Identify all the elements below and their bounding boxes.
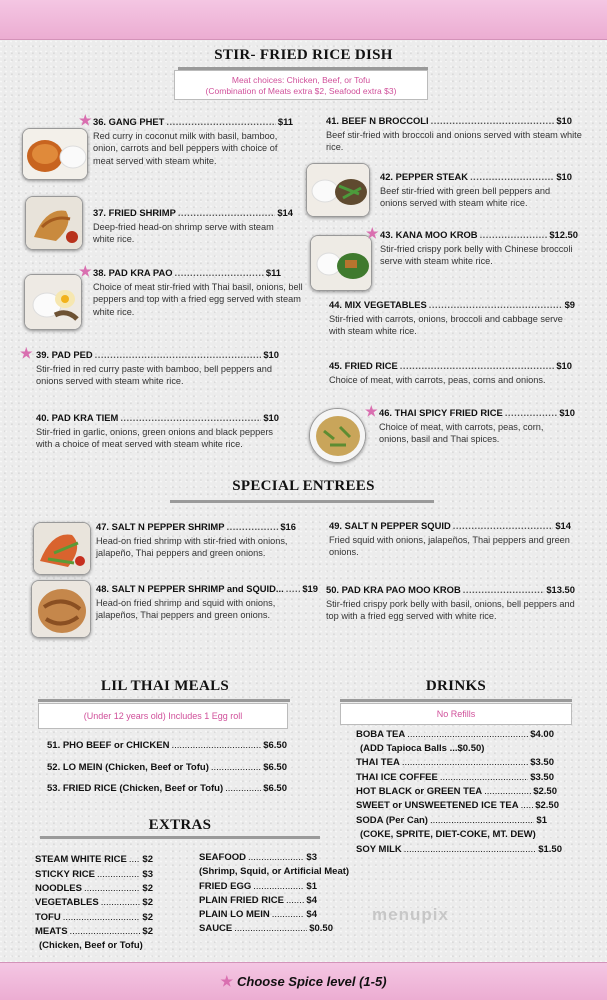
food-photo-shrimp-and-squid: [31, 580, 91, 638]
item-name: 40. PAD KRA TIEM: [36, 412, 119, 423]
item-name: THAI ICE COFFEE: [356, 772, 438, 783]
item-name: SEAFOOD: [199, 852, 246, 863]
menu-item: [35, 869, 153, 880]
item-description: Beef stir-fried with green bell peppers and onions served with steam white rice.: [380, 185, 551, 208]
menu-item: [199, 923, 333, 934]
item-description: Fried squid with onions, jalapeños, Thai peppers and green onions.: [329, 534, 570, 557]
item-price: $10: [263, 412, 279, 423]
item-description: Red curry in coconut milk with basil, bamboo, onion, carrots and bell peppers with choice of meat served with steam white.: [93, 130, 278, 166]
divider: [340, 699, 572, 702]
item-description: Head-on fried shrimp with stir-fried with onions, jalapeño, Thai peppers and green onions.: [96, 535, 288, 558]
item-name: 53. FRIED RICE (Chicken, Beef or Tofu): [47, 783, 224, 794]
item-price: $11: [265, 267, 281, 278]
item-name: 49. SALT N PEPPER SQUID: [329, 520, 451, 531]
item-name: 48. SALT N PEPPER SHRIMP and SQUID...: [96, 583, 284, 594]
item-price: $2: [142, 912, 153, 923]
item-name: 52. LO MEIN (Chicken, Beef or Tofu): [47, 762, 209, 773]
item-price: $2: [142, 926, 153, 937]
meat-combination-line: (Combination of Meats extra $2, Seafood extra $3): [205, 86, 397, 96]
boba-note: (ADD Tapioca Balls ...$0.50): [360, 743, 485, 754]
item-name: STICKY RICE: [35, 869, 96, 880]
item-price: $1.50: [538, 844, 562, 855]
item-name: 47. SALT N PEPPER SHRIMP: [96, 521, 225, 532]
divider: [40, 836, 320, 839]
spice-level-text: Choose Spice level (1-5): [237, 974, 387, 989]
star-icon: ★: [20, 345, 33, 361]
drinks-note: No Refills: [340, 703, 572, 725]
item-price: $6.50: [263, 783, 287, 794]
item-price: $1: [536, 815, 547, 826]
section-title-special: SPECIAL ENTREES: [232, 478, 375, 494]
item-price: $4: [306, 895, 317, 906]
item-price: $3: [142, 869, 153, 880]
item-name: THAI TEA: [356, 757, 400, 768]
item-name: VEGETABLES: [35, 897, 99, 908]
menu-item: [356, 800, 559, 811]
divider: [170, 500, 434, 503]
item-name: SAUCE: [199, 923, 233, 934]
menu-item: [366, 225, 580, 268]
item-price: $10: [263, 349, 279, 360]
item-name: 38. PAD KRA PAO: [93, 267, 173, 278]
star-icon: ★: [220, 973, 233, 989]
item-name: 50. PAD KRA PAO MOO KROB: [326, 584, 461, 595]
menu-item: [47, 762, 287, 773]
soda-note: (COKE, SPRITE, DIET-COKE, MT. DEW): [360, 829, 536, 840]
star-icon: ★: [365, 403, 378, 419]
menu-item: [96, 521, 296, 560]
menu-item: [35, 926, 153, 937]
item-name: 37. FRIED SHRIMP: [93, 207, 176, 218]
menu-item: [36, 412, 279, 451]
item-price: $10: [559, 407, 575, 418]
item-name: PLAIN FRIED RICE: [199, 895, 284, 906]
item-name: 36. GANG PHET: [93, 116, 165, 127]
item-price: $2.50: [533, 786, 557, 797]
food-photo-pepper-steak: [306, 163, 370, 217]
menu-item: [356, 772, 554, 783]
item-price: $6.50: [263, 740, 287, 751]
item-description: Stir-fried crispy pork belly with Chinese broccoli serve with steam white rice.: [380, 243, 573, 266]
item-price: $1: [306, 881, 317, 892]
divider: [38, 699, 290, 702]
item-name: 44. MIX VEGETABLES: [329, 299, 427, 310]
menu-item: [96, 583, 318, 622]
item-price: $4: [306, 909, 317, 920]
item-description: Choice of meat, with carrots, peas, corns and onions.: [329, 374, 546, 385]
menu-item: [356, 786, 557, 797]
item-name: PLAIN LO MEIN: [199, 909, 270, 920]
item-price: $0.50: [309, 923, 333, 934]
food-photo-kana-moo-krob: [310, 235, 372, 291]
item-price: $3.50: [530, 757, 554, 768]
item-description: Stir-fried crispy pork belly with basil, onions, bell peppers and top with a fried egg served with white rice.: [326, 598, 575, 621]
section-title-extras: EXTRAS: [148, 817, 212, 833]
item-price: $10: [556, 360, 572, 371]
menu-item: [35, 897, 153, 908]
food-photo-fried-shrimp: [25, 196, 83, 250]
item-name: MEATS: [35, 926, 68, 937]
menu-item: [35, 854, 153, 865]
item-price: $3: [306, 852, 317, 863]
item-description: Deep-fried head-on shrimp serve with steam white rice.: [93, 221, 274, 244]
star-icon: ★: [366, 225, 379, 241]
food-photo-gang-phet: [22, 128, 88, 180]
item-price: $2: [142, 883, 153, 894]
item-price: $13.50: [546, 584, 575, 595]
menu-item: [356, 844, 562, 855]
item-price: $6.50: [263, 762, 287, 773]
menu-item: [93, 207, 293, 246]
bottom-banner: [0, 962, 607, 1000]
meat-choices-box: [174, 70, 428, 100]
item-description: Choice of meat stir-fried with Thai basil, onions, bell peppers and top with a fried egg served with steam white rice.: [93, 281, 303, 317]
item-name: 46. THAI SPICY FRIED RICE: [379, 407, 503, 418]
item-price: $3.50: [530, 772, 554, 783]
menu-item: [329, 299, 579, 338]
menu-item: [356, 729, 554, 740]
item-price: $2: [142, 897, 153, 908]
item-name: 51. PHO BEEF or CHICKEN: [47, 740, 170, 751]
menu-item: [329, 520, 571, 559]
item-price: $19: [302, 583, 318, 594]
food-photo-pad-kra-pao: [24, 274, 82, 330]
item-name: SODA (Per Can): [356, 815, 428, 826]
food-photo-thai-spicy-fried-rice: [309, 408, 366, 463]
item-name: 39. PAD PED: [36, 349, 93, 360]
menu-item: [329, 360, 579, 386]
item-price: $14: [277, 207, 293, 218]
item-price: $2: [142, 854, 153, 865]
item-price: $16: [280, 521, 296, 532]
section-title-stir-fried: STIR- FRIED RICE DISH: [214, 47, 393, 63]
menu-item: [356, 757, 554, 768]
menu-item: [380, 171, 576, 210]
menu-item: [47, 740, 287, 751]
menu-item: [79, 112, 293, 167]
menu-item: [199, 852, 317, 863]
menu-item: [326, 115, 582, 154]
item-name: 43. KANA MOO KROB: [380, 229, 478, 240]
item-name: STEAM WHITE RICE: [35, 854, 127, 865]
menu-item: [199, 881, 317, 892]
menu-item: [20, 345, 296, 388]
item-price: $12.50: [549, 229, 578, 240]
item-price: $2.50: [535, 800, 559, 811]
menu-item: [365, 403, 575, 446]
section-title-drinks: DRINKS: [425, 678, 487, 694]
item-price: $11: [277, 116, 293, 127]
item-name: HOT BLACK or GREEN TEA: [356, 786, 483, 797]
menu-item: [35, 883, 153, 894]
item-description: Stir-fried with carrots, onions, broccoli and cabbage serve with steam white rice.: [329, 313, 563, 336]
menu-item: [79, 263, 308, 318]
item-name: 41. BEEF N BROCCOLI: [326, 115, 429, 126]
item-name: NOODLES: [35, 883, 82, 894]
item-price: $9: [564, 299, 575, 310]
item-name: 45. FRIED RICE: [329, 360, 398, 371]
menu-item: [35, 912, 153, 923]
meats-note: (Chicken, Beef or Tofu): [39, 940, 143, 951]
menu-item: [47, 783, 287, 794]
item-name: SOY MILK: [356, 844, 402, 855]
item-name: BOBA TEA: [356, 729, 406, 740]
star-icon: ★: [79, 263, 92, 279]
menu-item: [199, 909, 317, 920]
item-price: $14: [555, 520, 571, 531]
item-price: $10: [556, 171, 572, 182]
seafood-note: (Shrimp, Squid, or Artificial Meat): [199, 866, 350, 877]
food-photo-salt-pepper-shrimp: [33, 522, 91, 575]
item-price: $10: [556, 115, 572, 126]
watermark-logo: menupix: [372, 905, 449, 924]
menu-item: [326, 584, 578, 623]
section-title-lil-thai: LIL THAI MEALS: [100, 678, 230, 694]
top-banner: [0, 0, 607, 40]
item-description: Stir-fried in garlic, onions, green onions and black peppers with a choice of meat served with steam white rice.: [36, 426, 273, 449]
item-price: $4.00: [530, 729, 554, 740]
star-icon: ★: [79, 112, 92, 128]
menu-item: [356, 815, 547, 826]
item-description: Head-on fried shrimp and squid with onions, jalapeños, Thai peppers and green onions.: [96, 597, 276, 620]
menu-item: [199, 895, 317, 906]
lil-thai-note: (Under 12 years old) Includes 1 Egg roll: [38, 703, 288, 729]
item-name: TOFU: [35, 912, 61, 923]
item-description: Beef stir-fried with broccoli and onions served with steam white rice.: [326, 129, 582, 152]
item-name: SWEET or UNSWEETENED ICE TEA: [356, 800, 519, 811]
item-description: Choice of meat, with carrots, peas, corn, onions, basil and Thai spices.: [379, 421, 544, 444]
item-name: FRIED EGG: [199, 881, 252, 892]
item-description: Stir-fried in red curry paste with bamboo, bell peppers and onions served with steam white rice.: [36, 363, 272, 386]
meat-choices-line: Meat choices: Chicken, Beef, or Tofu: [231, 75, 371, 85]
item-name: 42. PEPPER STEAK: [380, 171, 469, 182]
